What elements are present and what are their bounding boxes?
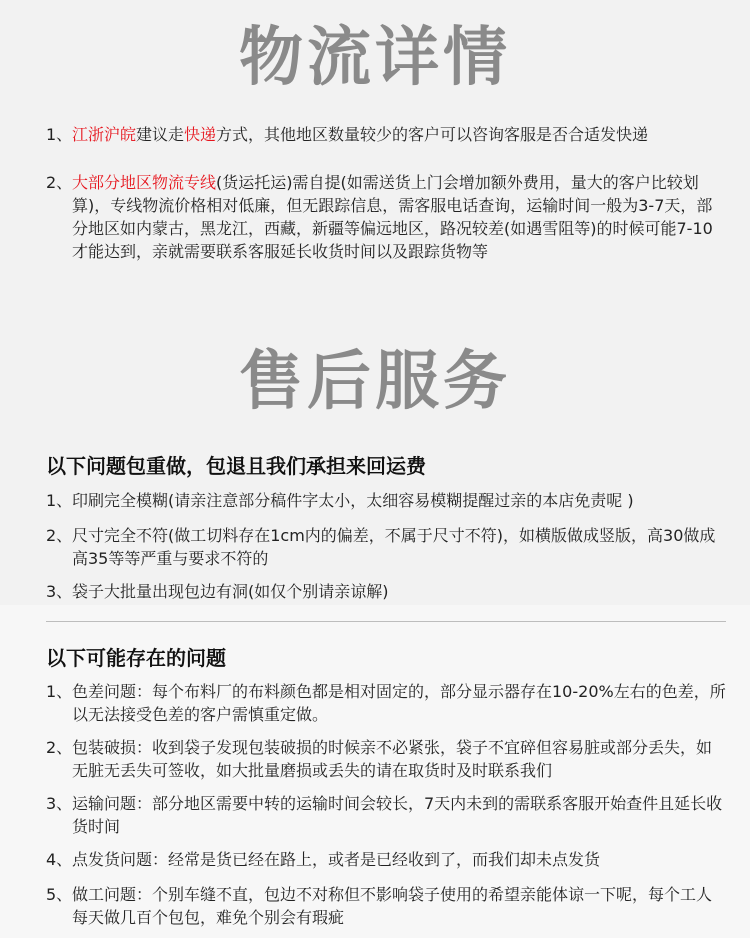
- redo-item-2: [46, 524, 726, 570]
- aftersale-title: 售后服务: [239, 345, 511, 419]
- item-number: 1、: [46, 682, 73, 701]
- item-text: 印刷完全模糊(请亲注意部分稿件字太小，太细容易模糊提醒过亲的本店免责呢 ): [72, 491, 634, 510]
- item-text: 点发货问题：经常是货已经在路上，或者是已经收到了，而我们却未点发货: [72, 850, 601, 869]
- item-number: 3、: [46, 582, 73, 601]
- item-text: [72, 171, 726, 263]
- redo-item-3: [46, 580, 726, 603]
- highlight-express: 快递: [184, 125, 217, 144]
- section-divider: [46, 621, 726, 622]
- issue-item-2: [46, 736, 726, 782]
- item-text: 做工问题：个别车缝不直，包边不对称但不影响袋子使用的希望亲能体谅一下呢，每个工人每天做几百个包包，难免个别会有瑕疵: [72, 885, 713, 927]
- redo-item-1: [46, 489, 726, 512]
- item-text-part: 方式，其他地区数量较少的客户可以咨询客服是否合适发快递: [216, 125, 649, 144]
- issue-item-5: [46, 883, 726, 929]
- issue-item-3: [46, 792, 726, 838]
- issue-item-4: [46, 848, 726, 871]
- item-text: 色差问题：每个布料厂的布料颜色都是相对固定的，部分显示器存在10-20%左右的色差，所以无法接受色差的客户需慎重定做。: [72, 682, 726, 724]
- issues-heading: 以下可能存在的问题: [46, 646, 226, 670]
- highlight-region: 江浙沪皖: [72, 125, 137, 144]
- item-text: 运输问题：部分地区需要中转的运输时间会较长，7天内未到的需联系客服开始查件且延长收货时间: [72, 794, 723, 836]
- item-number: 5、: [46, 885, 73, 904]
- item-text: 包装破损：收到袋子发现包装破损的时候亲不必紧张，袋子不宜碎但容易脏或部分丢失，如无脏无丢失可签收，如大批量磨损或丢失的请在取货时及时联系我们: [72, 738, 713, 780]
- item-number: 2、: [46, 738, 73, 757]
- item-text: 尺寸完全不符(做工切料存在1cm内的偏差，不属于尺寸不符)，如横版做成竖版，高30做成高35等等严重与要求不符的: [72, 526, 716, 568]
- issue-item-1: [46, 680, 726, 726]
- logistics-title: 物流详情: [239, 21, 511, 95]
- logistics-item-2: [46, 171, 726, 263]
- item-number: 3、: [46, 794, 73, 813]
- item-number: 1、: [46, 491, 73, 510]
- item-number: 2、: [46, 526, 73, 545]
- item-text-part: (货运托运)需自提(如需送货上门会增加额外费用，量大的客户比较划算)，专线物流价格相对低廉，但无跟踪信息，需客服电话查询，运输时间一般为3-7天，部分地区如内蒙古，黑龙江，西藏，新疆等偏远地区，路况较差(如遇雪阻等)的时候可能7-10才能达到，亲就需要联系客服延长收货时间以及跟踪货物等: [72, 173, 713, 261]
- item-number: 4、: [46, 850, 73, 869]
- item-text: [72, 123, 726, 146]
- item-number: 2、: [46, 173, 73, 192]
- redo-heading: 以下问题包重做，包退且我们承担来回运费: [46, 454, 426, 478]
- highlight-line: 大部分地区物流专线: [72, 173, 217, 192]
- item-number: 1、: [46, 125, 73, 144]
- logistics-item-1: [46, 123, 726, 146]
- item-text: 袋子大批量出现包边有洞(如仅个别请亲谅解): [72, 582, 389, 601]
- item-text-part: 建议走: [136, 125, 185, 144]
